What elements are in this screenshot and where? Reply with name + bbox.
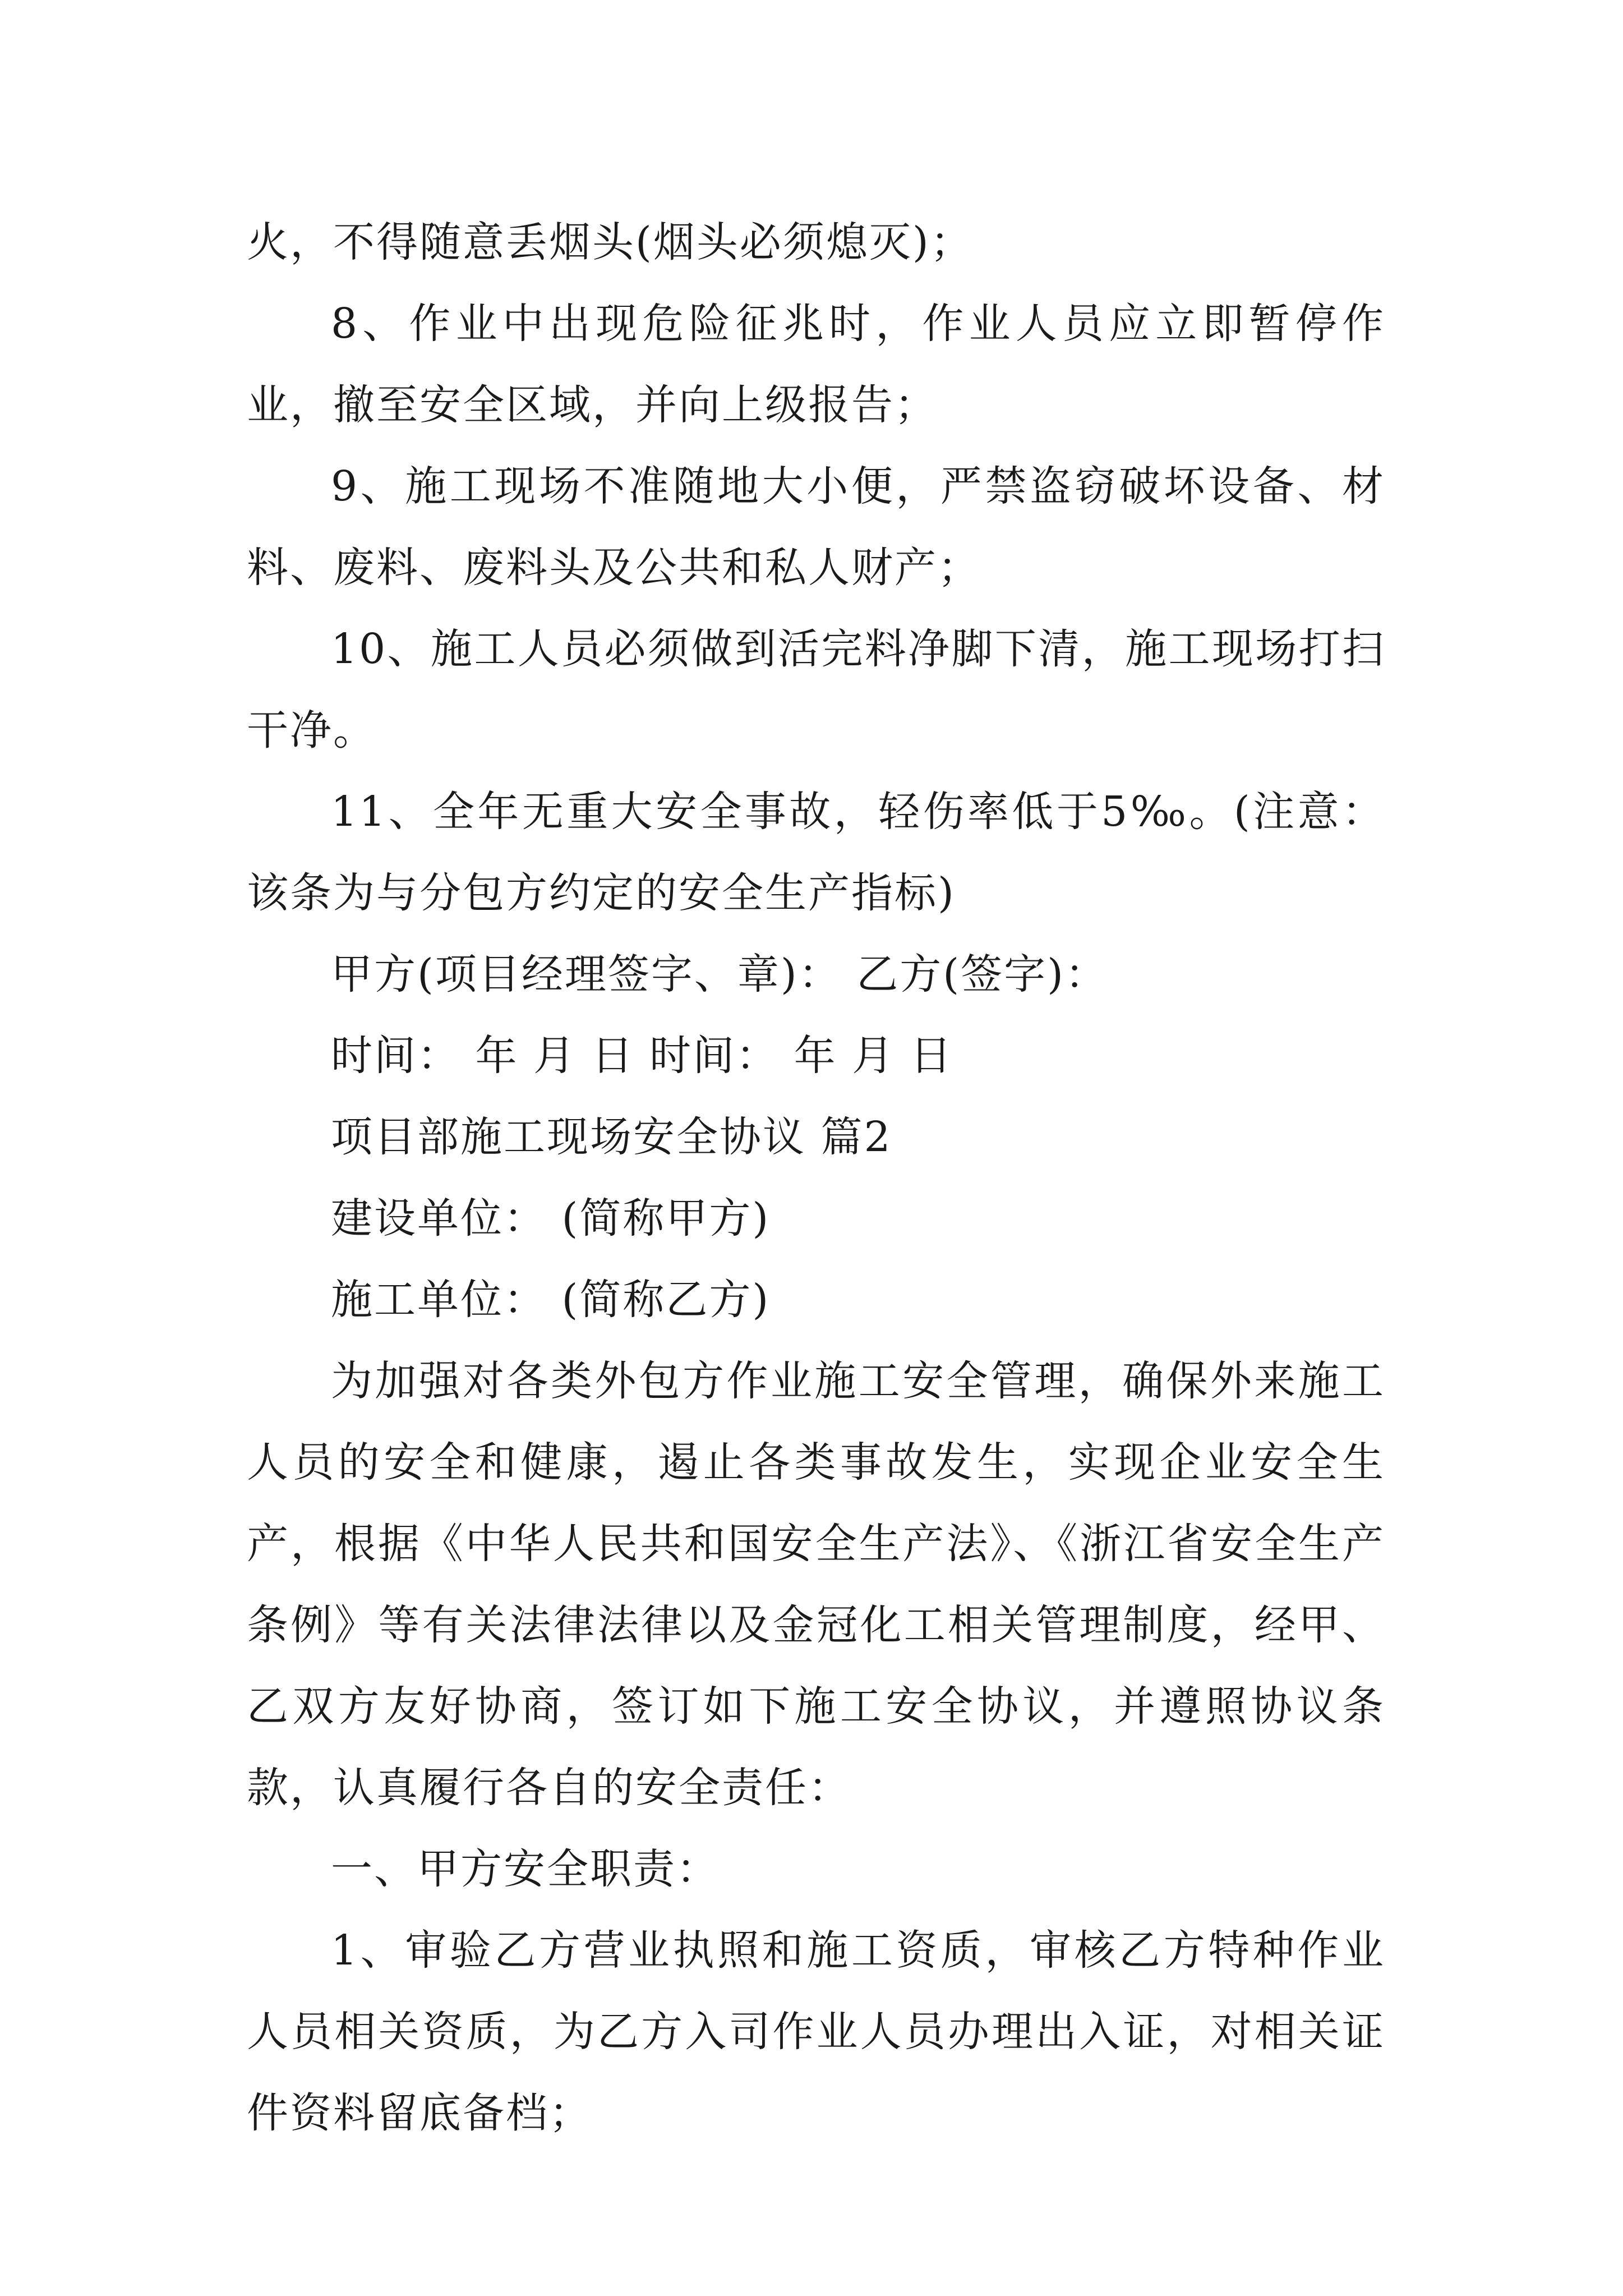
party-b-line: 施工单位： (简称乙方) <box>331 1276 771 1324</box>
party-a-clause-1: 1、审验乙方营业执照和施工资质，审核乙方特种作业人员相关资质，为乙方入司作业人员办理出入证，对相关证件资料留底备档； <box>247 1926 1385 2137</box>
clause-8: 8、作业中出现危险征兆时，作业人员应立即暂停作业，撤至安全区域，并向上级报告； <box>247 300 1385 429</box>
section-title: 项目部施工现场安全协议 篇2 <box>331 1113 892 1161</box>
section-heading-party-a: 一、甲方安全职责： <box>331 1845 720 1893</box>
paragraph-continuation: 火，不得随意丢烟头(烟头必须熄灭)； <box>247 218 974 266</box>
clause-9: 9、施工现场不准随地大小便，严禁盗窃破坏设备、材料、废料、废料头及公共和私人财产； <box>247 462 1385 592</box>
date-line: 时间： 年 月 日 时间： 年 月 日 <box>331 1032 953 1080</box>
document-body <box>247 202 1385 2154</box>
clause-11: 11、全年无重大安全事故，轻伤率低于5‰。(注意：该条为与分包方约定的安全生产指标) <box>247 788 1385 917</box>
clause-10: 10、施工人员必须做到活完料净脚下清，施工现场打扫干净。 <box>247 625 1385 754</box>
signature-line: 甲方(项目经理签字、章)： 乙方(签字)： <box>331 950 1109 999</box>
party-a-line: 建设单位： (简称甲方) <box>331 1194 771 1243</box>
preamble-paragraph: 为加强对各类外包方作业施工安全管理，确保外来施工人员的安全和健康，遏止各类事故发生，实现企业安全生产，根据《中华人民共和国安全生产法》、《浙江省安全生产条例》等有关法律法律以及金冠化工相关管理制度，经甲、乙双方友好协商，签订如下施工安全协议，并遵照协议条款，认真履行各自的安全责任： <box>247 1357 1385 1812</box>
